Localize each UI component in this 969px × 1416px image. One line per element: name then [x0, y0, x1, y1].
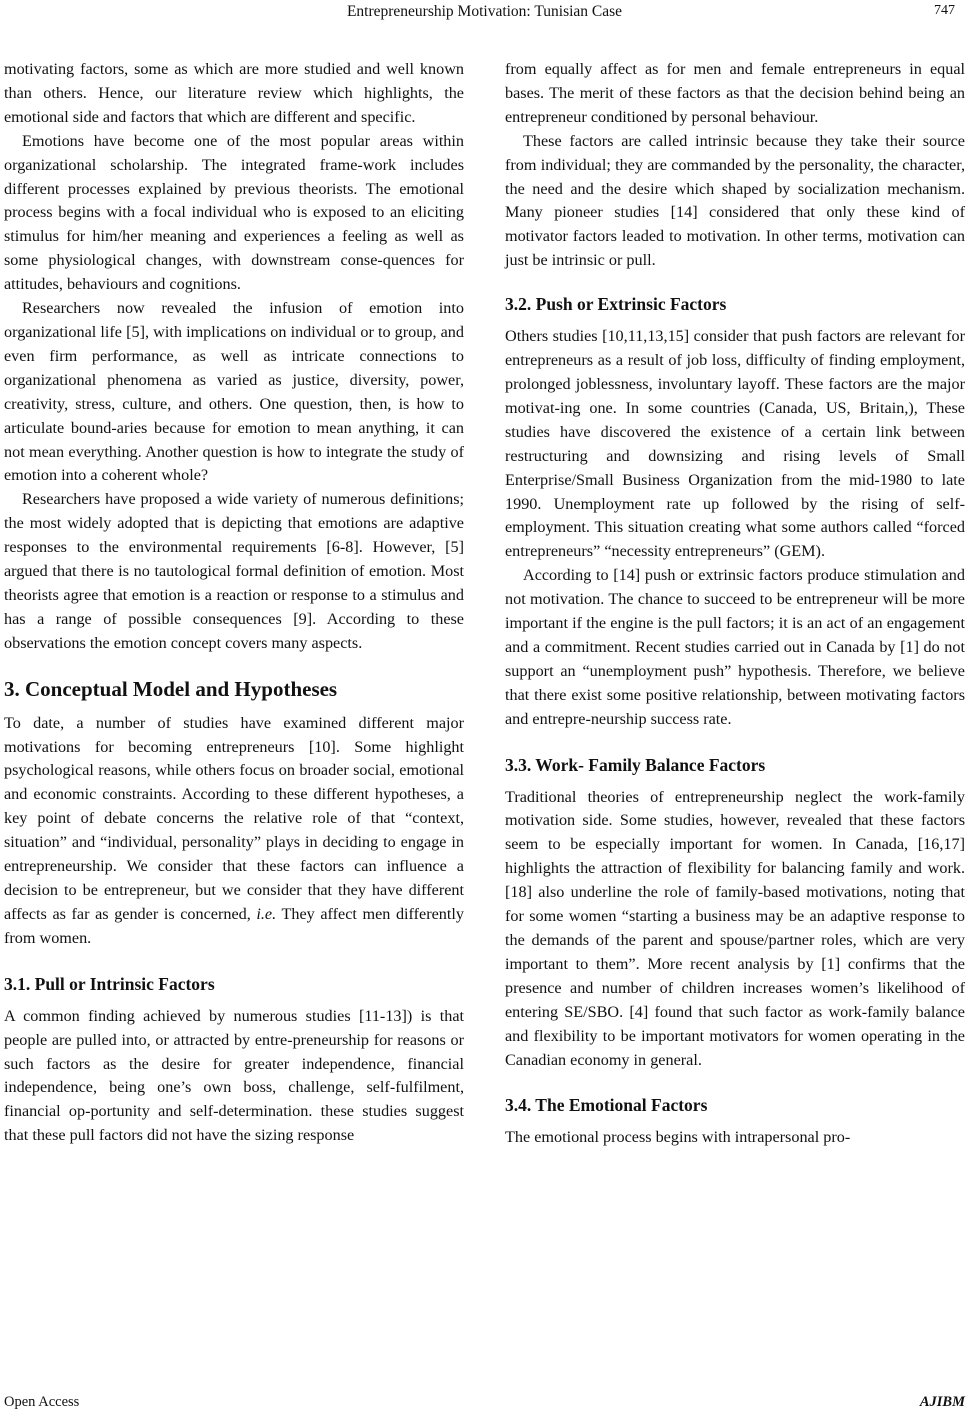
- section-heading: 3. Conceptual Model and Hypotheses: [4, 676, 338, 701]
- subsection-heading: 3.1. Pull or Intrinsic Factors: [4, 973, 215, 994]
- paragraph: Others studies [10,11,13,15] consider that push factors are relevant for entrepreneurs as a result of job loss, difficulty of finding employment, prolonged joblessness, involuntary layoff. These factors are the major motivat-ing one. In some countries (Canada, US, Britain,), These studies have discovered the existence of a certain link between restructuring and downsizing and rising levels of Small Enterprise/Small Business Organization from the mid-1980 to late 1990. Unemployment rate up followed by the rising of self-employment. This situation creating what some authors called “forced entrepreneurs” “necessity entrepreneurs” (GEM).: [505, 327, 965, 561]
- paragraph: A common finding achieved by numerous studies [11-13]) is that people are pulled into, or attracted by entre-preneurship for reasons or such factors as the desire for greater independence, financial independence, being one’s own boss, challenge, self-fulfilment, financial op-portunity and self-determination. these studies suggest that these pull factors did not have the sizing response: [4, 1006, 464, 1145]
- paragraph: motivating factors, some as which are more studied and well known than others. Hence, our literature review which highlights, the emotional side and factors that which are different and specific.: [4, 60, 464, 126]
- paragraph: from equally affect as for men and female entrepreneurs in equal bases. The merit of these factors as that the decision behind being an entrepreneur conditioned by personal behaviour.: [505, 60, 965, 126]
- subsection-heading: 3.3. Work- Family Balance Factors: [505, 754, 766, 775]
- paragraph: The emotional process begins with intrapersonal pro-: [505, 1128, 851, 1147]
- paragraph: These factors are called intrinsic because they take their source from individual; they are commanded by the personality, the character, the need and the desire which shaped by socialization mechanism. Many pioneer studies [14] considered that only these kind of motivator factors leaded to motivation. In other terms, motivation can just be intrinsic or pull.: [505, 131, 965, 270]
- paragraph: Researchers have proposed a wide variety of numerous definitions; the most widely adopted that is depicting that emotions are adaptive responses to the environmental requirements [6-8]. However, [5] argued that there is no tautological formal definition of emotion. Most theorists agree that emotion is a reaction or response to a stimulus and has a range of possible consequences [9]. According to these observations the emotion concept covers many aspects.: [4, 490, 464, 652]
- paragraph: Researchers now revealed the infusion of emotion into organizational life [5], with implications on individual or to group, and even firm performance, as well as intricate connections to organizational phenomena as varied as justice, diversity, power, creativity, stress, culture, and others. One question, then, is how to articulate bound-aries because for emotion to mean anything, it can not mean everything. Another question is how to integrate the study of emotion into a coherent whole?: [4, 299, 464, 485]
- paragraph: Traditional theories of entrepreneurship neglect the work-family motivation side. Some studies, however, revealed that these factors seem to be especially important for women. In Canada, [16,17] highlights the attraction of flexibility for balancing family and work. [18] also underline the role of family-based motivations, noting that for some women “starting a business may be an adaptive response to the demands of the parent and spouse/partner roles, which are very important to them”. More recent analysis by [1] confirms that the presence and number of children increases women’s likelihood of entering SE/SBO. [4] found that such factor as work-family balance and flexibility to be important motivators for women operating in the Canadian economy in general.: [505, 787, 965, 1069]
- page-header: [0, 0, 969, 26]
- page-footer: [0, 1394, 969, 1414]
- footer-journal: AJIBM: [919, 1394, 965, 1410]
- paragraph: According to [14] push or extrinsic factors produce stimulation and not motivation. The chance to succeed to be entrepreneur will be more important if the engine is the pull factors; it is an act of an engagement and a commitment. Recent studies carried out in Canada by [1] do not support an “unemployment push” hypothesis. Therefore, we believe that there exist some positive relationship, between motivating factors and entrepre-neurship success rate.: [505, 566, 965, 728]
- running-title: Entrepreneurship Motivation: Tunisian Case: [346, 3, 623, 20]
- subsection-heading: 3.4. The Emotional Factors: [505, 1095, 708, 1116]
- paragraph-text: To date, a number of studies have examined different major motivations for becoming entrepreneurs [10]. Some highlight psychological reasons, while others focus on broader social, emotional and economic constraints. According to these different hypotheses, a key point of debate concerns the relative role of that “context, situation” and “individual, personality” plays in deciding to engage in entrepreneurship. We consider that these factors can influence a decision to be entrepreneur, but we consider that they have different affects as far as gender is concerned,: [4, 713, 464, 923]
- subsection-heading: 3.2. Push or Extrinsic Factors: [505, 294, 727, 315]
- page-number: 747: [934, 3, 955, 18]
- footer-open-access: Open Access: [4, 1394, 80, 1410]
- right-column: [505, 58, 965, 1150]
- italic-text: i.e.: [256, 904, 277, 923]
- paragraph: [4, 712, 464, 951]
- left-column: [4, 58, 464, 1148]
- paragraph-text: They affect men differently from women.: [4, 904, 464, 947]
- paragraph: Emotions have become one of the most popular areas within organizational scholarship. The integrated frame-work includes different processes explained by previous theorists. The emotional process begins with a focal individual who is exposed to an eliciting stimulus for him/her meaning and experiences a feeling as well as some physiological changes, with downstream conse-quences for attitudes, behaviours and cognitions.: [4, 131, 464, 294]
